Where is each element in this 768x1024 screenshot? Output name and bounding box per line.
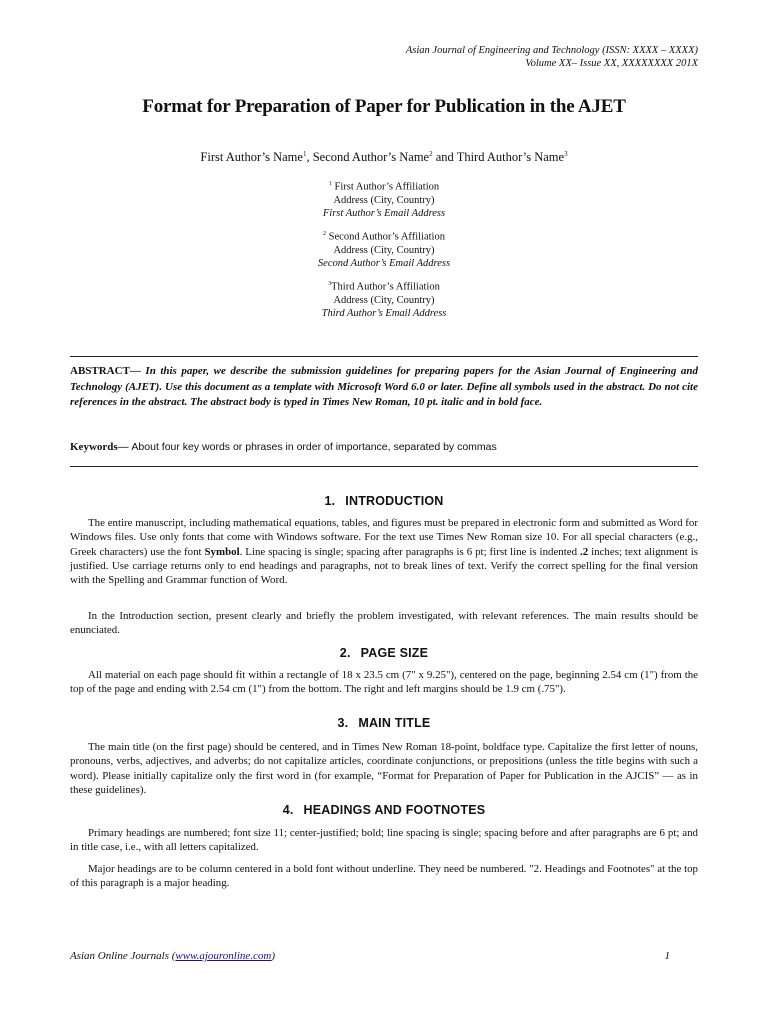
keywords-label: Keywords— (70, 441, 132, 453)
paragraph-text: . Line spacing is single; spacing after paragraphs is 6 pt; first line is indented (239, 545, 580, 558)
author-line (0, 150, 768, 165)
page-number: 1 (664, 950, 670, 962)
abstract-top-rule (70, 356, 698, 357)
section-title: INTRODUCTION (345, 494, 444, 508)
section-title: PAGE SIZE (360, 646, 429, 660)
second-author-affiliation-block (0, 228, 768, 270)
section-number: 4. (282, 803, 294, 817)
introduction-paragraph-2: In the Introduction section, present clearly and briefly the problem investigated, with relevant references. The main results should be enunciated. (70, 610, 698, 637)
paragraph-text: inches; text alignment is justified. Use carriage returns only to end headings and paragraphs, not to break lines of text. Verify the correct spelling for the final version with the Spelling and Grammar function of Word. (70, 545, 698, 587)
headings-paragraph-2: Major headings are to be column centered in a bold font without underline. They need be numbered. "2. Headings and Footnotes" at the top of this paragraph is a major heading. (70, 863, 698, 890)
affiliation-email: Third Author’s Email Address (321, 307, 447, 319)
affiliation-email: First Author’s Email Address (322, 207, 446, 219)
abstract (70, 364, 698, 411)
main-title-paragraph: The main title (on the first page) should be centered, and in Times New Roman 18-point, boldface type. Capitalize the first letter of nouns, pronouns, verbs, adjectives, and adverbs; do not capitalize articles, coordinate conjunctions, or prepositions (unless the title begins with such a word). Please initially capitalize only the first word in (for example, “Format for Preparation of Paper for Publication in the AJCIS” — as in these guidelines). (70, 741, 698, 796)
affiliation-name: First Author’s Affiliation (331, 181, 440, 193)
journal-volume: Volume XX– Issue XX, XXXXXXXX 201X (525, 58, 698, 69)
page-size-paragraph: All material on each page should fit within a rectangle of 18 x 23.5 cm (7" x 9.25"), centered on the page, beginning 2.54 cm (1") from the top of the page and ending with 2.54 cm (1") from the bottom. The right and left margins should be 1.9 cm (.75"). (70, 669, 698, 696)
section-number: 3. (337, 716, 349, 730)
third-author-affiliation-block (0, 278, 768, 320)
section-heading-introduction (0, 494, 768, 508)
author-separator: and (432, 150, 457, 165)
affiliation-address: Address (City, Country) (333, 244, 435, 256)
abstract-body: In this paper, we describe the submission guidelines for preparing papers for the Asian Journal of Engineering and Technology (AJET). Use this document as a template with Microsoft Word 6.0 or later. Define all symbols used in the abstract. Do not cite references in the abstract. The abstract body is typed in Times New Roman, 10 pt. italic and in bold face. (70, 365, 699, 408)
section-heading-page-size (0, 646, 768, 660)
affiliation-address: Address (City, Country) (333, 294, 435, 306)
third-author-name: Third Author’s Name (456, 150, 565, 165)
first-author-name: First Author’s Name (200, 150, 303, 165)
page-footer (70, 950, 698, 962)
paragraph-text: The entire manuscript, including mathematical equations, tables, and figures must be prepared in electronic form and submitted as Word for Windows files. Use only fonts that come with Windows software. For the text use Times New Roman size 10. For all special characters (e.g., Greek characters) use the font (70, 517, 698, 558)
affiliation-marker: 3 (328, 281, 332, 287)
section-heading-headings-and-footnotes (0, 803, 768, 817)
third-author-marker: 3 (564, 150, 568, 158)
keywords (70, 440, 698, 454)
abstract-label: ABSTRACT— (70, 365, 146, 377)
section-title: MAIN TITLE (358, 716, 431, 730)
journal-name: Asian Journal of Engineering and Technology (ISSN: XXXX – XXXX) (405, 45, 698, 56)
first-author-marker: 1 (302, 150, 307, 158)
symbol-font-name: Symbol (204, 545, 240, 558)
paper-title: Format for Preparation of Paper for Publication in the AJET (142, 96, 626, 117)
footer-suffix: ) (271, 950, 276, 962)
second-author-marker: 2 (429, 150, 433, 158)
author-separator: , (306, 150, 313, 165)
affiliation-name: Second Author’s Affiliation (326, 231, 445, 243)
affiliation-name: Third Author’s Affiliation (331, 281, 440, 293)
introduction-paragraph-1 (70, 516, 698, 587)
headings-paragraph-1: Primary headings are numbered; font size 11; center-justified; bold; line spacing is single; spacing before and after paragraphs are 6 pt; and in title case, i.e., with all letters capitalized. (70, 827, 698, 854)
affiliation-marker: 2 (323, 231, 327, 237)
affiliation-email: Second Author’s Email Address (317, 257, 451, 269)
footer-publisher: Asian Online Journals ( (70, 950, 176, 962)
section-number: 1. (324, 494, 336, 508)
section-title: HEADINGS AND FOOTNOTES (303, 803, 486, 817)
second-author-name: Second Author’s Name (312, 150, 430, 165)
section-heading-main-title (0, 716, 768, 730)
running-head (406, 44, 698, 70)
keywords-text: About four key words or phrases in order of importance, separated by commas (131, 441, 497, 453)
footer-website-link[interactable]: www.ajouronline.com (175, 950, 272, 962)
indent-value: .2 (580, 545, 589, 558)
keywords-bottom-rule (70, 466, 698, 467)
affiliation-address: Address (City, Country) (333, 194, 435, 206)
affiliation-marker: 1 (328, 181, 332, 187)
first-author-affiliation-block (0, 178, 768, 220)
section-number: 2. (339, 646, 351, 660)
